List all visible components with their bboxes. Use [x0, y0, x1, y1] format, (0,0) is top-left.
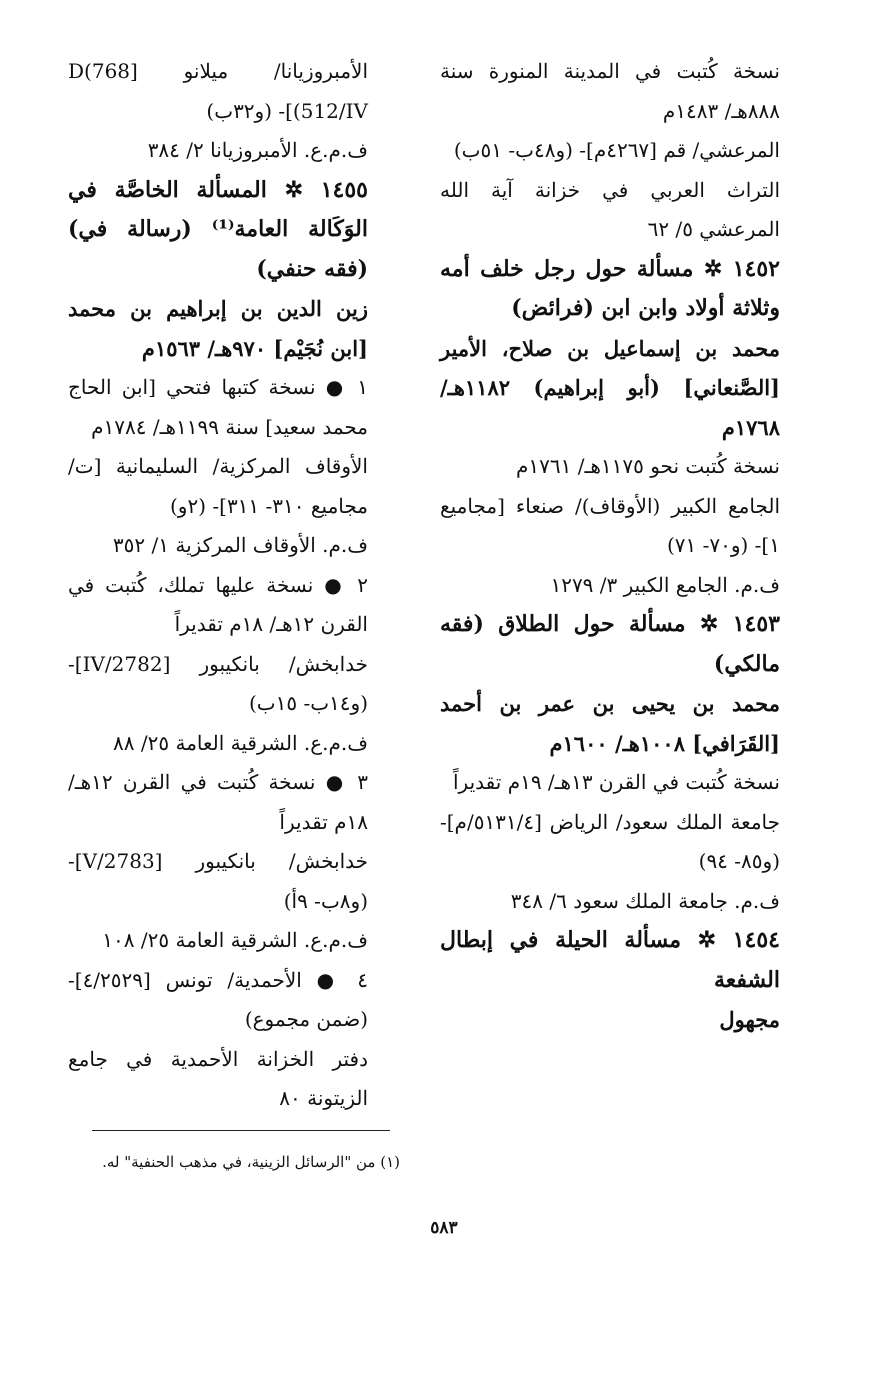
- entry-line: المرعشي/ قم [٤٢٦٧م]- (و٤٨ب- ٥١ب): [453, 138, 780, 162]
- entry-line: خدابخش/ بانكيبور [2782/IV]- (و١٤ب- ١٥ب): [68, 651, 368, 715]
- entry-author: مجهول: [719, 1007, 780, 1032]
- entry-heading: ١٤٥٥ ✲ المسألة الخاصَّة في الوَكَالة العامة⁽¹⁾ (رسالة في) (فقه حنفي): [68, 176, 368, 282]
- entry-line: ف.م.ع. الأمبروزيانا ٢/ ٣٨٤: [147, 138, 368, 162]
- page-number: ٥٨٣: [430, 1218, 458, 1238]
- entry-line: نسخة كُتبت نحو ١١٧٥هـ/ ١٧٦١م: [516, 454, 780, 478]
- entry-line: ف.م. جامعة الملك سعود ٦/ ٣٤٨: [510, 888, 780, 913]
- entry-line: ف.م.ع. الشرقية العامة ٢٥/ ٨٨: [113, 730, 368, 755]
- entry-line: ف.م. الجامع الكبير ٣/ ١٢٧٩: [550, 572, 780, 597]
- entry-line: دفتر الخزانة الأحمدية في جامع الزيتونة ٨٠: [68, 1046, 368, 1110]
- copy-item: ٣ ● نسخة كُتبت في القرن ١٢هـ/ ١٨م تقديراً: [68, 770, 368, 834]
- entry-line: ف.م. الأوقاف المركزية ١/ ٣٥٢: [112, 533, 368, 557]
- entry-author: محمد بن إسماعيل بن صلاح، الأمير [الصَّنعاني] (أبو إبراهيم) ١١٨٢هـ/ ١٧٦٨م: [440, 335, 780, 440]
- entry-line: الأمبروزيانا/ ميلانو [768)D 512/IV)]- (و٣٢ب): [68, 59, 368, 123]
- entry-heading: ١٤٥٤ ✲ مسألة الحيلة في إبطال الشفعة: [440, 927, 780, 993]
- copy-item: ٤ ● الأحمدية/ تونس [٤/٢٥٢٩]- (ضمن مجموع): [68, 967, 368, 1031]
- entry-line: نسخة كُتبت في القرن ١٣هـ/ ١٩م تقديراً: [453, 770, 780, 794]
- footnote-rule: [92, 1130, 390, 1131]
- copy-item: ١ ● نسخة كتبها فتحي [ابن الحاج محمد سعيد] سنة ١١٩٩هـ/ ١٧٨٤م: [68, 375, 368, 439]
- copy-item: ٢ ● نسخة عليها تملك، كُتبت في القرن ١٢هـ/ ١٨م تقديراً: [68, 572, 368, 636]
- entry-line: الجامع الكبير (الأوقاف)/ صنعاء [مجاميع ١]- (و٧٠- ٧١): [440, 493, 780, 557]
- entry-line: ف.م.ع. الشرقية العامة ٢٥/ ١٠٨: [102, 928, 368, 952]
- left-column: [68, 52, 368, 1119]
- entry-heading: ١٤٥٣ ✲ مسألة حول الطلاق (فقه مالكي): [440, 611, 780, 677]
- entry-line: نسخة كُتبت في المدينة المنورة سنة ٨٨٨هـ/ ١٤٨٣م: [440, 59, 780, 123]
- entry-line: جامعة الملك سعود/ الرياض [٥١٣١/٤/م]- (و٨٥- ٩٤): [440, 809, 780, 873]
- entry-heading: ١٤٥٢ ✲ مسألة حول رجل خلف أمه وثلاثة أولاد وابن ابن (فرائض): [440, 255, 780, 321]
- footnote: (١) من "الرسائل الزينية، في مذهب الحنفية" له.: [102, 1153, 400, 1171]
- entry-line: خدابخش/ بانكيبور [2783/V]- (و٨ب- ٩أ): [68, 849, 368, 913]
- entry-line: التراث العربي في خزانة آية الله المرعشي ٥/ ٦٢: [440, 177, 780, 241]
- entry-line: الأوقاف المركزية/ السليمانية [ت/مجاميع ٣١٠- ٣١١]- (٢و): [68, 454, 368, 518]
- entry-author: محمد بن يحيى بن عمر بن أحمد [القَرَافي] ١٠٠٨هـ/ ١٦٠٠م: [440, 691, 780, 756]
- right-column: [440, 52, 780, 1040]
- entry-author: زين الدين بن إبراهيم بن محمد [ابن نُجَيْم] ٩٧٠هـ/ ١٥٦٣م: [68, 296, 368, 361]
